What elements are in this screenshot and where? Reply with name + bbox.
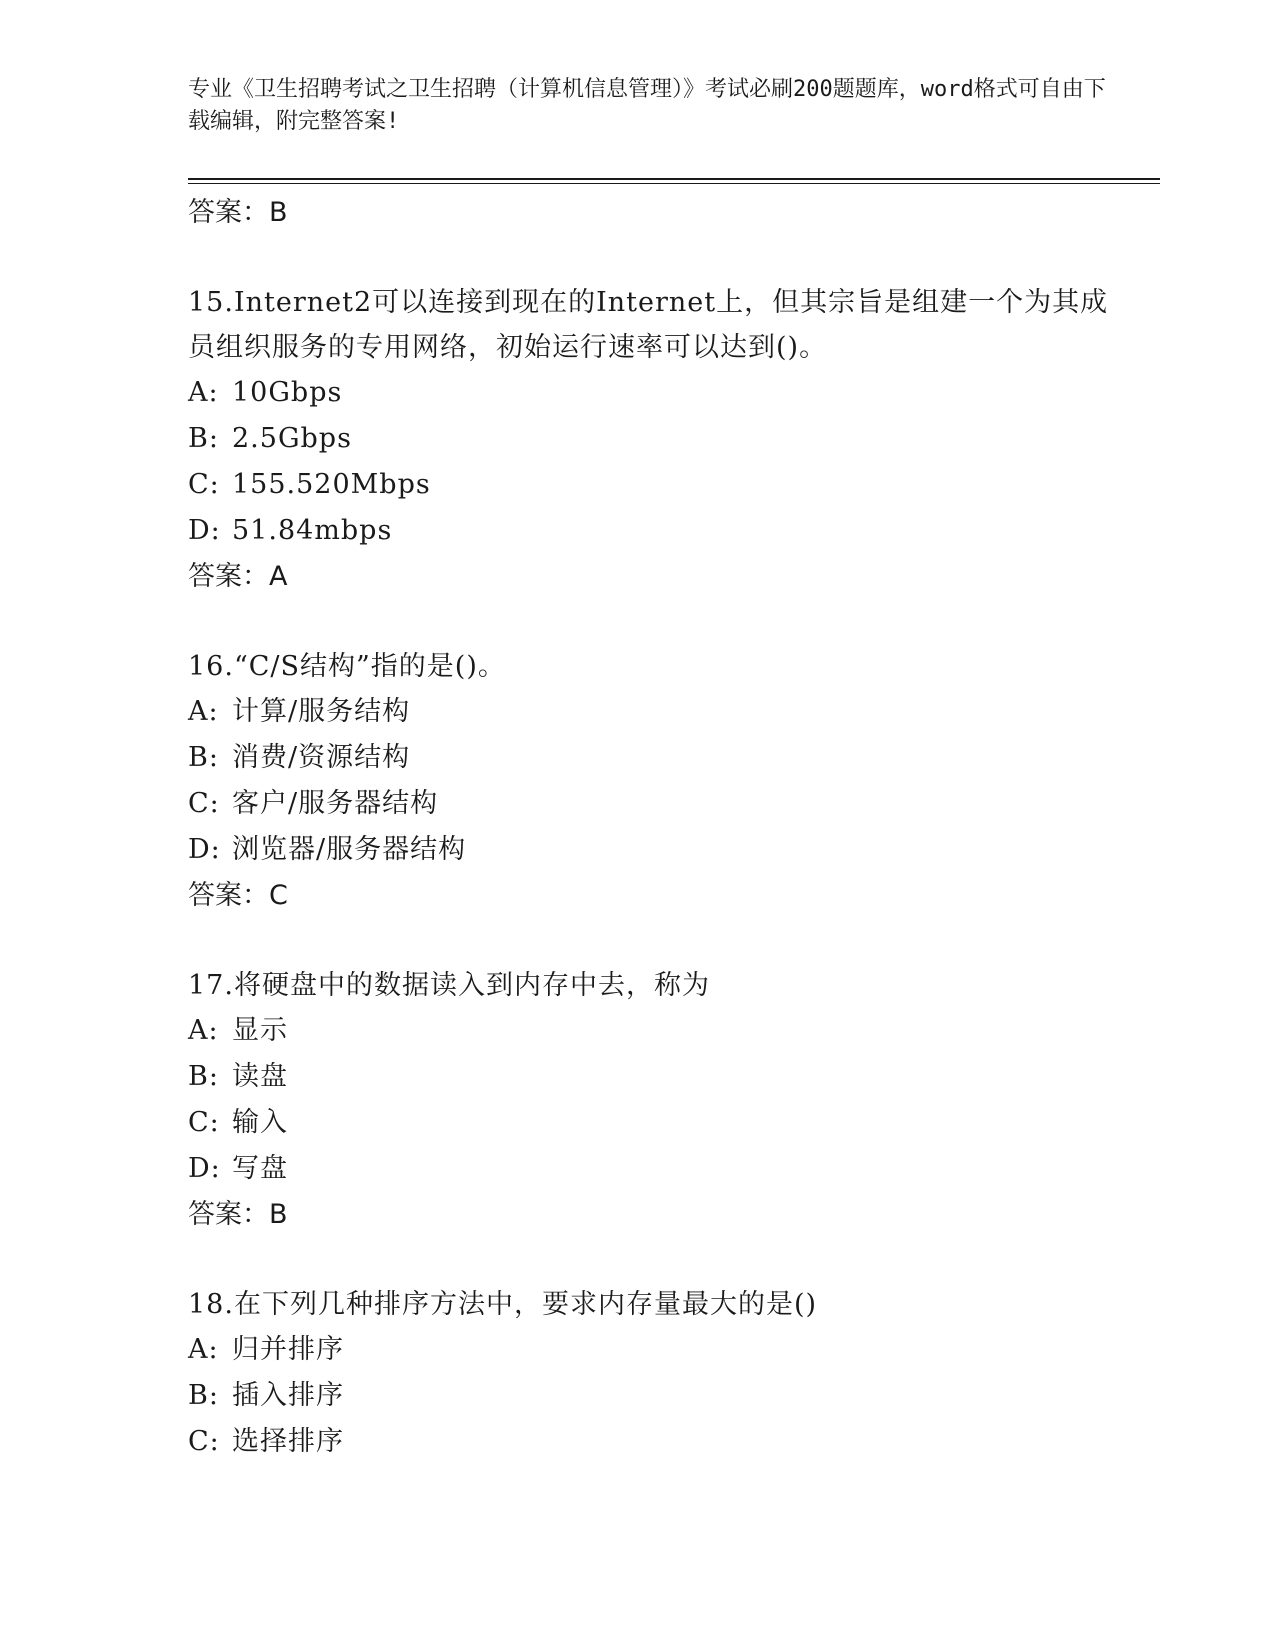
option-letter: A:: [188, 377, 219, 408]
header-divider-thin: [188, 183, 1160, 184]
option-text: 选择排序: [232, 1426, 344, 1457]
option-d: [188, 508, 1128, 554]
option-letter: B:: [188, 423, 219, 454]
option-c: [188, 462, 1128, 508]
answer-line: 答案：B: [188, 1199, 288, 1230]
option-c: [188, 781, 1128, 827]
option-c: [188, 1100, 1128, 1146]
option-text: 51.84mbps: [232, 515, 393, 546]
question-15: [188, 280, 1128, 600]
option-letter: A:: [188, 1015, 219, 1046]
option-b: [188, 416, 1128, 462]
answer-line: 答案：B: [188, 197, 288, 228]
answer-line: 答案：C: [188, 880, 288, 911]
option-letter: D:: [188, 834, 221, 865]
question-list: [188, 190, 1128, 1465]
option-a: [188, 689, 1128, 735]
answer-line: 答案：A: [188, 561, 288, 592]
option-text: 插入排序: [232, 1380, 344, 1411]
option-b: [188, 1373, 1128, 1419]
question-stem: 18.在下列几种排序方法中，要求内存量最大的是(): [188, 1289, 818, 1320]
option-text: 归并排序: [232, 1334, 344, 1365]
option-text: 消费/资源结构: [232, 742, 411, 773]
option-text: 读盘: [232, 1061, 288, 1092]
question-17: [188, 963, 1128, 1238]
option-a: [188, 1008, 1128, 1054]
option-letter: D:: [188, 1153, 221, 1184]
question-stem: 17.将硬盘中的数据读入到内存中去，称为: [188, 970, 710, 1001]
option-text: 写盘: [232, 1153, 288, 1184]
option-text: 浏览器/服务器结构: [232, 834, 467, 865]
option-c: [188, 1419, 1128, 1465]
option-letter: B:: [188, 1380, 219, 1411]
question-16: [188, 644, 1128, 919]
option-text: 计算/服务结构: [232, 696, 411, 727]
option-text: 显示: [232, 1015, 288, 1046]
option-d: [188, 827, 1128, 873]
header-divider-thick: [188, 178, 1160, 180]
option-text: 2.5Gbps: [232, 423, 352, 454]
option-letter: C:: [188, 469, 220, 500]
option-a: [188, 370, 1128, 416]
question-18: [188, 1282, 1128, 1465]
question-stem: 15.Internet2可以连接到现在的Internet上，但其宗旨是组建一个为其成员组织服务的专用网络，初始运行速率可以达到()。: [188, 287, 1109, 363]
option-text: 10Gbps: [232, 377, 343, 408]
option-letter: D:: [188, 515, 221, 546]
option-b: [188, 735, 1128, 781]
option-letter: A:: [188, 1334, 219, 1365]
option-letter: A:: [188, 696, 219, 727]
option-b: [188, 1054, 1128, 1100]
option-letter: C:: [188, 1107, 220, 1138]
option-letter: C:: [188, 1426, 220, 1457]
option-text: 155.520Mbps: [232, 469, 431, 500]
option-text: 客户/服务器结构: [232, 788, 439, 819]
document-header: 专业《卫生招聘考试之卫生招聘（计算机信息管理）》考试必刷200题题库，word格式可自由下载编辑，附完整答案!: [188, 77, 1106, 134]
option-d: [188, 1146, 1128, 1192]
option-letter: B:: [188, 742, 219, 773]
option-text: 输入: [232, 1107, 288, 1138]
question-stem: 16.“C/S结构”指的是()。: [188, 651, 506, 682]
option-a: [188, 1327, 1128, 1373]
option-letter: B:: [188, 1061, 219, 1092]
option-letter: C:: [188, 788, 220, 819]
